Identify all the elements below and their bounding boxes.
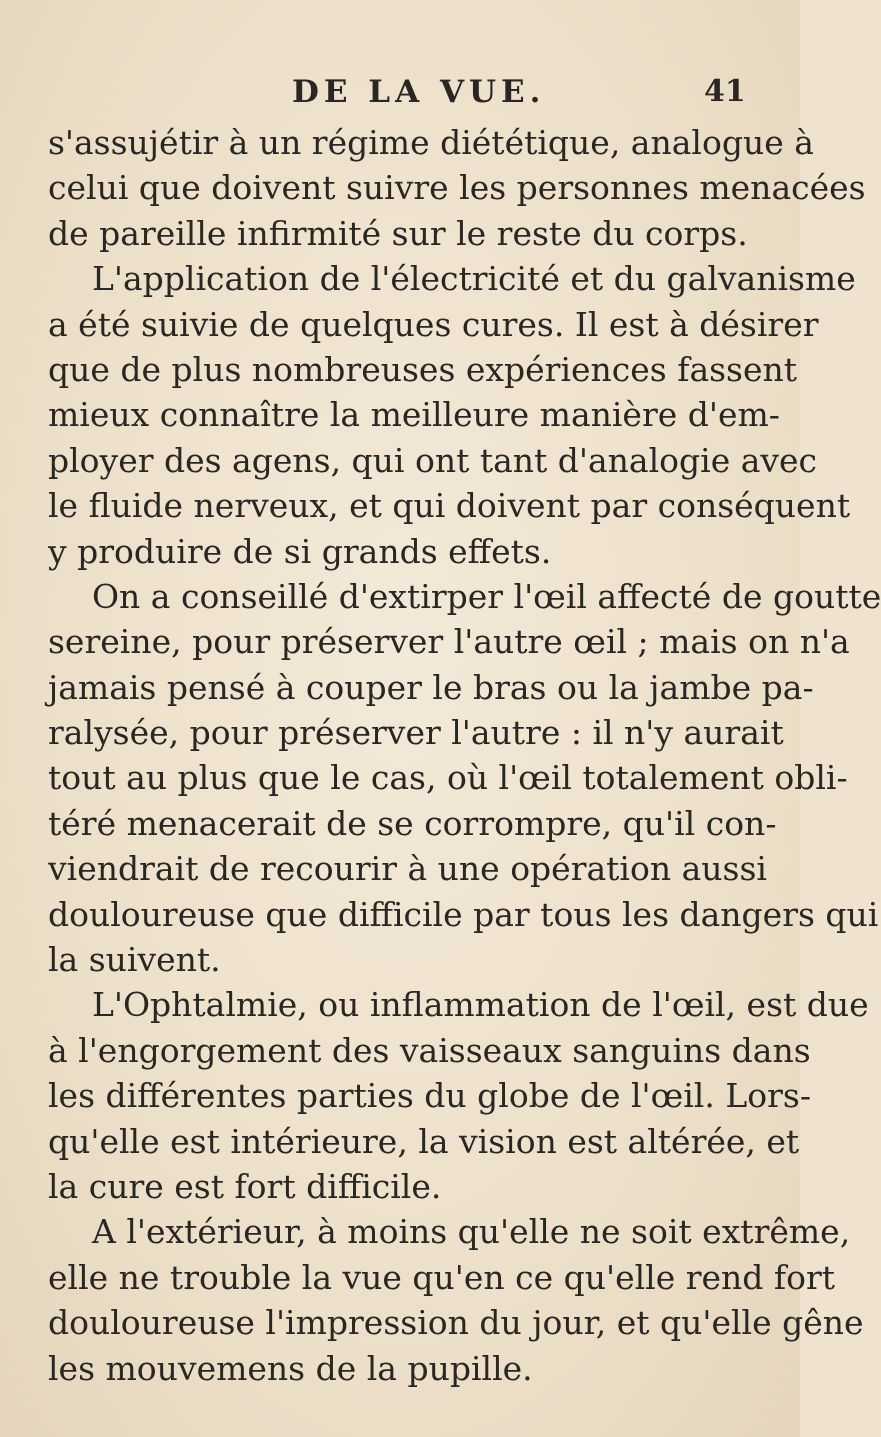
text-line: téré menacerait de se corrompre, qu'il con- (48, 803, 777, 843)
text-line: de pareille infirmité sur le reste du corps. (48, 213, 748, 253)
body-text (48, 120, 881, 1391)
text-line: s'assujétir à un régime diététique, analogue à (48, 123, 814, 162)
text-line: que de plus nombreuses expériences fassent (48, 349, 798, 389)
text-line: la suivent. (48, 940, 221, 980)
text-line: L'Ophtalmie, ou inflammation de l'œil, est due (92, 985, 869, 1025)
text-line: à l'engorgement des vaisseaux sanguins dans (48, 1030, 811, 1070)
text-line: ployer des agens, qui ont tant d'analogie avec (48, 440, 818, 480)
text-line: mieux connaître la meilleure manière d'em- (48, 395, 780, 435)
text-line: tout au plus que le cas, où l'œil totalement obli- (48, 758, 848, 798)
text-line: A l'extérieur, à moins qu'elle ne soit extrême, (92, 1212, 851, 1252)
text-line: celui que doivent suivre les personnes menacées (48, 168, 866, 208)
running-title: DE LA VUE. (292, 74, 546, 110)
text-line: les différentes parties du globe de l'œil. Lors- (48, 1076, 811, 1116)
text-line: sereine, pour préserver l'autre œil ; mais on n'a (48, 622, 850, 662)
text-line: douloureuse que difficile par tous les dangers qui (48, 894, 879, 934)
text-line: jamais pensé à couper le bras ou la jambe pa- (48, 667, 814, 707)
page-number: 41 (704, 74, 746, 109)
text-line: les mouvemens de la pupille. (48, 1348, 533, 1388)
text-line: qu'elle est intérieure, la vision est altérée, et (48, 1121, 800, 1161)
text-line: la cure est fort difficile. (48, 1166, 442, 1206)
text-line: viendrait de recourir à une opération aussi (48, 849, 767, 889)
text-line: On a conseillé d'extirper l'œil affecté de goutte (92, 576, 881, 616)
text-line: ralysée, pour préserver l'autre : il n'y aurait (48, 713, 784, 753)
text-line: elle ne trouble la vue qu'en ce qu'elle rend fort (48, 1257, 836, 1297)
text-line: le fluide nerveux, et qui doivent par conséquent (48, 486, 851, 526)
text-line: douloureuse l'impression du jour, et qu'elle gêne (48, 1303, 864, 1343)
text-line: y produire de si grands effets. (48, 531, 552, 571)
text-line: a été suivie de quelques cures. Il est à désirer (48, 304, 819, 344)
page-header (0, 74, 800, 120)
text-line: L'application de l'électricité et du galvanisme (92, 259, 856, 299)
